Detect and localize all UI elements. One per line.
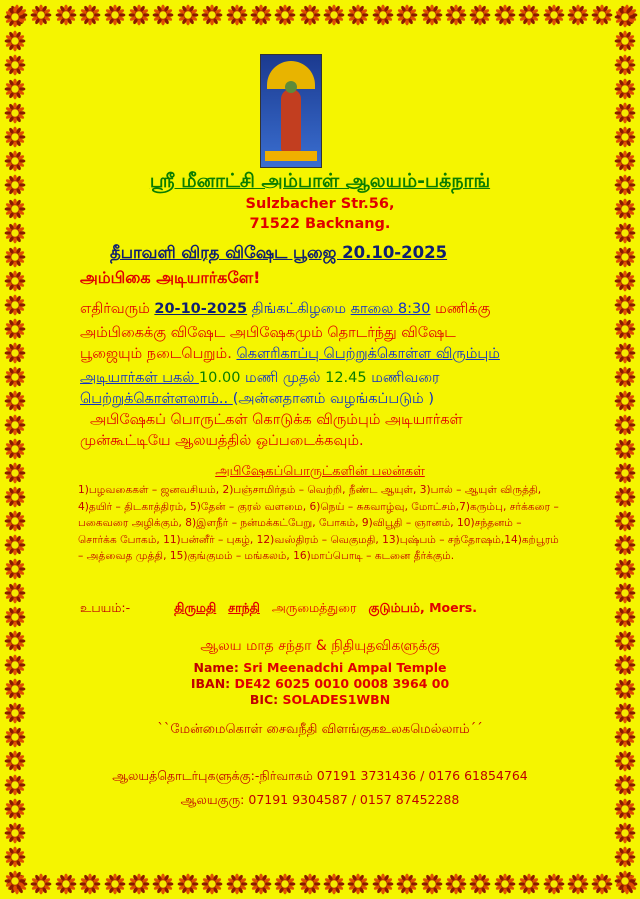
sun-flower-icon [4,78,26,100]
sun-flower-icon [614,6,636,28]
sun-flower-icon [299,4,321,26]
sun-flower-icon [347,873,369,895]
contact-line1: ஆலயத்தொடர்புகளுக்கு:-நிர்வாகம் 07191 3731436 / 0176 61854764 [112,768,528,783]
sun-flower-icon [347,4,369,26]
sun-flower-icon [543,873,565,895]
bank-bic: BIC: SOLADES1WBN [249,692,391,707]
sun-flower-icon [614,294,636,316]
sun-flower-icon [614,486,636,508]
sun-flower-icon [274,873,296,895]
sun-flower-icon [614,246,636,268]
address-line2: 71522 Backnang. [249,216,391,232]
sun-flower-icon [4,6,26,28]
announcement: எதிர்வரும் 20-10-2025 திங்கட்கிழமை காலை 8:30 மணிக்கு அம்பிகைக்கு விஷேட அபிஷேகமும் தொடர்ந்து விஷேட பூஜையும் நடைபெறும். கௌரிகாப்பு பெற்றுக்கொள்ள விரும்பும் அடியார்கள் பகல் 10.00 மணி முதல் 12.45 மணிவரை பெற்றுக்கொள்ளலாம்.. (அன்னதானம் வழங்கப்படும் ) அபிஷேகப் பொருட்கள் கொடுக்க விரும்பும் அடியார்கள் முன்கூட்டியே ஆலயத்தில் ஒப்படைக்கவும். [80,301,500,449]
sun-flower-icon [4,486,26,508]
sun-flower-icon [4,102,26,124]
sun-flower-icon [152,4,174,26]
donation-heading: ஆலய மாத சந்தா & நிதியுதவிகளுக்கு [200,638,440,654]
sun-flower-icon [445,873,467,895]
sun-flower-icon [4,582,26,604]
sun-flower-icon [55,4,77,26]
sun-flower-icon [591,4,613,26]
benefits-heading: அபிஷேகப்பொருட்களின் பலன்கள் [215,464,425,479]
sun-flower-icon [614,534,636,556]
sun-flower-icon [323,4,345,26]
sun-flower-icon [614,846,636,868]
sun-flower-icon [614,870,636,892]
sun-flower-icon [421,873,443,895]
sun-flower-icon [614,582,636,604]
sun-flower-icon [494,873,516,895]
motto: ``மேன்மைகொள் சைவநீதி விளங்குகஉலகமெல்லாம்´´ [157,722,483,737]
top-border [6,4,640,26]
sun-flower-icon [152,873,174,895]
sun-flower-icon [445,4,467,26]
sun-flower-icon [4,270,26,292]
bank-name: Name: Sri Meenadchi Ampal Temple [193,660,447,675]
sun-flower-icon [614,558,636,580]
sun-flower-icon [614,390,636,412]
sun-flower-icon [591,873,613,895]
sun-flower-icon [250,873,272,895]
greeting: அம்பிகை அடியார்களே! [80,268,261,287]
sun-flower-icon [4,150,26,172]
sun-flower-icon [614,54,636,76]
sun-flower-icon [614,822,636,844]
bank-iban: IBAN: DE42 6025 0010 0008 3964 00 [190,676,450,691]
sun-flower-icon [614,270,636,292]
sun-flower-icon [4,534,26,556]
address-line1: Sulzbacher Str.56, [245,196,395,212]
sun-flower-icon [128,873,150,895]
sun-flower-icon [4,366,26,388]
sun-flower-icon [30,4,52,26]
sun-flower-icon [4,246,26,268]
sun-flower-icon [396,873,418,895]
sun-flower-icon [4,342,26,364]
sun-flower-icon [614,30,636,52]
sun-flower-icon [226,4,248,26]
sun-flower-icon [4,606,26,628]
sun-flower-icon [567,4,589,26]
sun-flower-icon [177,4,199,26]
sun-flower-icon [4,822,26,844]
sun-flower-icon [567,873,589,895]
sun-flower-icon [614,438,636,460]
sun-flower-icon [274,4,296,26]
sun-flower-icon [614,342,636,364]
sun-flower-icon [614,366,636,388]
right-border [614,6,636,894]
sun-flower-icon [614,510,636,532]
sun-flower-icon [614,318,636,340]
sun-flower-icon [518,873,540,895]
sun-flower-icon [201,4,223,26]
sun-flower-icon [250,4,272,26]
sun-flower-icon [79,4,101,26]
sun-flower-icon [543,4,565,26]
sun-flower-icon [372,873,394,895]
sun-flower-icon [226,873,248,895]
bottom-border [6,873,640,895]
sun-flower-icon [4,126,26,148]
sponsor-line: உபயம்:- திருமதி சாந்தி அருமைத்துரை குடும்பம், Moers. [80,600,477,615]
sun-flower-icon [323,873,345,895]
sun-flower-icon [104,873,126,895]
temple-name: ஸ்ரீ மீனாட்சி அம்பாள் ஆலயம்-பக்நாங் [149,170,491,192]
sun-flower-icon [4,870,26,892]
sun-flower-icon [4,294,26,316]
sun-flower-icon [30,873,52,895]
sun-flower-icon [177,873,199,895]
sun-flower-icon [421,4,443,26]
sun-flower-icon [614,102,636,124]
event-title: தீபாவளி விரத விஷேட பூஜை 20.10-2025 [110,243,448,262]
sun-flower-icon [4,30,26,52]
sun-flower-icon [4,390,26,412]
sun-flower-icon [299,873,321,895]
sun-flower-icon [4,510,26,532]
sun-flower-icon [4,438,26,460]
sun-flower-icon [469,873,491,895]
sun-flower-icon [614,78,636,100]
left-border [4,6,26,894]
benefits-list: 1)பழவகைகள் – ஜனவசியம், 2)பஞ்சாமிர்தம் – வெற்றி, நீண்ட ஆயுள், 3)பால் – ஆயுள் விருத்தி, 4)தயிர் – திடகாத்திரம், 5)தேன் – குரல் வளமை, 6)நெய் – சுகவாழ்வு, மோட்சம்,7)கரும்பு, சர்க்கரை –பகைவரை அழிக்கும், 8)இளநீர் – நன்மக்கட்பேறு, போகம், 9)விபூதி – ஞானம், 10)சந்தனம் – சொர்க்க போகம், 11)பன்னீர் – புகழ், 12)வஸ்திரம் – வெகுமதி, 13)புஷ்பம் – சந்தோஷம்,14)கற்பூரம் – அத்வைத முத்தி, 15)குங்குமம் – மங்கலம், 16)மாப்பொடி – கடனை தீர்க்கும். [78,484,559,562]
sun-flower-icon [104,4,126,26]
sun-flower-icon [396,4,418,26]
sun-flower-icon [4,414,26,436]
sun-flower-icon [469,4,491,26]
sun-flower-icon [614,126,636,148]
sun-flower-icon [4,846,26,868]
sun-flower-icon [614,606,636,628]
sun-flower-icon [372,4,394,26]
sun-flower-icon [201,873,223,895]
sun-flower-icon [494,4,516,26]
sun-flower-icon [4,54,26,76]
sun-flower-icon [4,558,26,580]
sun-flower-icon [518,4,540,26]
deity-image [260,54,322,168]
sun-flower-icon [55,873,77,895]
sun-flower-icon [79,873,101,895]
sun-flower-icon [128,4,150,26]
sun-flower-icon [614,414,636,436]
contact-line2: ஆலயகுரு: 07191 9304587 / 0157 87452288 [180,792,460,807]
sun-flower-icon [4,318,26,340]
sun-flower-icon [614,150,636,172]
